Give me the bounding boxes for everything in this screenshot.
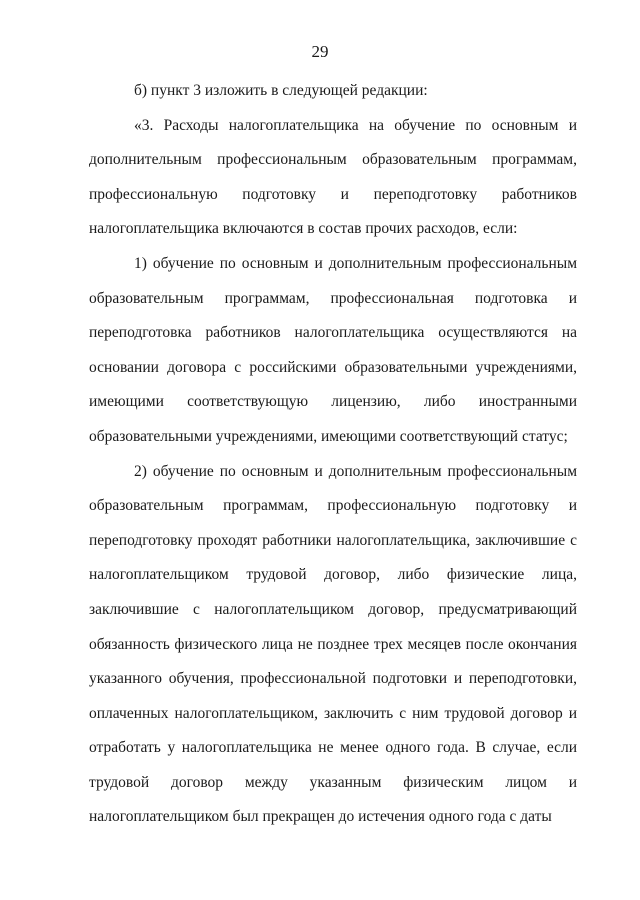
page-number: 29 [311,42,329,61]
paragraph-amendment-intro: б) пункт 3 изложить в следующей редакции: [134,82,428,99]
paragraph-condition-1: 1) обучение по основным и дополнительным профессиональным образовательным программам, профессиональная подготовка и переподготовка работников налогоплательщика осуществляются на основании договора с российскими образовательными учреждениями, имеющими соответствующую лицензию, либо иностранными образовательными учреждениями, имеющими соответствующий статус; [89,254,577,445]
paragraph-condition-2: 2) обучение по основным и дополнительным профессиональным образовательным программам, профессиональную подготовку и переподготовку проходят работники налогоплательщика, заключившие с налогоплательщиком трудовой договор, либо физические лица, заключившие с налогоплательщиком договор, предусматривающий обязанность физического лица не позднее трех месяцев после окончания указанного обучения, профессиональной подготовки и переподготовки, оплаченных налогоплательщиком, заключить с ним трудовой договор и отработать у налогоплательщика не менее одного года. В случае, если трудовой договор между указанным физическим лицом и налогоплательщиком был прекращен до истечения одного года с даты [89,462,577,826]
document-body [89,74,577,835]
paragraph-clause-3: «3. Расходы налогоплательщика на обучение по основным и дополнительным профессиональным образовательным программам, профессиональную подготовку и переподготовку работников налогоплательщика включаются в состав прочих расходов, если: [89,116,577,238]
